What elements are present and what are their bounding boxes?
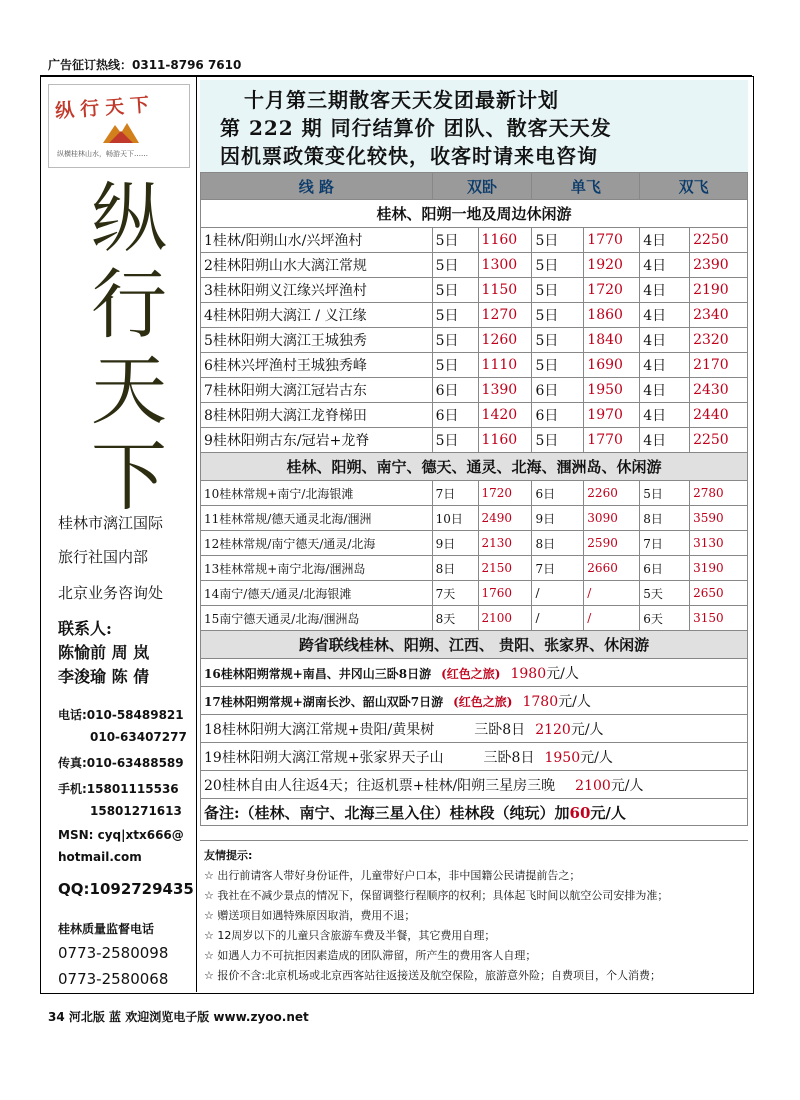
- route-name: 7桂林阳朔大漓江冠岩古东: [201, 378, 433, 403]
- remark-text: 备注:（桂林、南宁、北海三星入住）桂林段（纯玩）加: [204, 803, 570, 822]
- agency-line-2: 旅行社国内部: [58, 548, 149, 566]
- days-cell: 5日: [432, 303, 478, 328]
- price-cell: 2440: [690, 403, 748, 428]
- price-cell: 2190: [690, 278, 748, 303]
- table-row: [201, 378, 748, 403]
- price-cell: 1860: [584, 303, 640, 328]
- days-cell: 7日: [432, 481, 478, 506]
- price-cell: 2250: [690, 228, 748, 253]
- title-line-1: 十月第三期散客天天发团最新计划: [244, 88, 559, 112]
- price-cell: 2390: [690, 253, 748, 278]
- table-row: [201, 687, 748, 715]
- days-cell: 5日: [532, 353, 584, 378]
- price-cell: 1720: [584, 278, 640, 303]
- cross-tag: (红色之旅): [453, 694, 513, 709]
- msn-line: MSN: cyq|xtx666@: [58, 828, 184, 842]
- price-cell: 2130: [478, 531, 532, 556]
- route-name: 4桂林阳朔大漓江 / 义江缘: [201, 303, 433, 328]
- price-cell: 2100: [478, 606, 532, 631]
- header-double-flight: 双飞: [640, 173, 748, 200]
- cross-price: 2100: [575, 777, 611, 794]
- days-cell: 7日: [640, 531, 690, 556]
- table-row: [201, 428, 748, 453]
- price-cell: 2650: [690, 581, 748, 606]
- price-cell: 1110: [478, 353, 532, 378]
- days-cell: 5日: [432, 353, 478, 378]
- price-cell: 1260: [478, 328, 532, 353]
- price-cell: 2250: [690, 428, 748, 453]
- days-cell: 6天: [640, 606, 690, 631]
- logo: [48, 84, 190, 168]
- price-cell: 2590: [584, 531, 640, 556]
- table-row: [201, 506, 748, 531]
- price-cell: 3190: [690, 556, 748, 581]
- mobile-line-2: 15801271613: [90, 804, 182, 818]
- table-row: [201, 715, 748, 743]
- days-cell: 4日: [640, 403, 690, 428]
- cross-price: 2120: [535, 721, 571, 738]
- brand-char-2: 行: [91, 260, 167, 349]
- days-cell: 4日: [640, 228, 690, 253]
- header-double-sleeper: 双卧: [432, 173, 532, 200]
- days-cell: 5日: [432, 278, 478, 303]
- days-cell: 10日: [432, 506, 478, 531]
- days-cell: 5日: [532, 303, 584, 328]
- tip-line: ☆ 报价不含:北京机场或北京西客站往返接送及航空保险，旅游意外险；自费项目，个人消费；: [204, 969, 662, 982]
- title-line-3: 因机票政策变化较快，收客时请来电咨询: [220, 144, 598, 168]
- price-cell: 1270: [478, 303, 532, 328]
- days-cell: 4日: [640, 328, 690, 353]
- route-name: 10桂林常规+南宁/北海银滩: [201, 481, 433, 506]
- route-name: 5桂林阳朔大漓江王城独秀: [201, 328, 433, 353]
- days-cell: 5天: [640, 581, 690, 606]
- cross-route: 16桂林阳朔常规+南昌、井冈山三卧8日游: [204, 666, 432, 681]
- table-row: [201, 353, 748, 378]
- price-cell: /: [584, 581, 640, 606]
- days-cell: 5日: [532, 228, 584, 253]
- header-route: 线 路: [201, 173, 433, 200]
- column-divider: [196, 76, 197, 992]
- contact-names-2: 李浚瑜 陈 倩: [58, 667, 150, 686]
- agency-line-3: 北京业务咨询处: [58, 584, 164, 602]
- days-cell: 6日: [532, 378, 584, 403]
- price-cell: 1920: [584, 253, 640, 278]
- brand-char-1: 纵: [91, 174, 167, 263]
- cross-unit: 元/人: [558, 693, 591, 710]
- days-cell: 6日: [640, 556, 690, 581]
- qq-number: QQ:1092729435: [58, 880, 194, 898]
- table-row: [201, 403, 748, 428]
- cross-route: 18桂林阳朔大漓江常规+贵阳/黄果树: [204, 721, 435, 738]
- route-name: 3桂林阳朔义江缘兴坪渔村: [201, 278, 433, 303]
- price-table: [200, 172, 748, 826]
- price-cell: 1770: [584, 228, 640, 253]
- cross-unit: 元/人: [610, 777, 644, 794]
- route-name: 12桂林常规/南宁德天/通灵/北海: [201, 531, 433, 556]
- days-cell: 7天: [432, 581, 478, 606]
- price-cell: 2170: [690, 353, 748, 378]
- days-cell: 7日: [532, 556, 584, 581]
- days-cell: 6日: [532, 481, 584, 506]
- tip-line: ☆ 赠送项目如遇特殊原因取消，费用不退；: [204, 909, 416, 922]
- table-row: [201, 581, 748, 606]
- days-cell: 8天: [432, 606, 478, 631]
- price-cell: 3090: [584, 506, 640, 531]
- table-row: [201, 278, 748, 303]
- price-cell: 1150: [478, 278, 532, 303]
- cross-price: 1950: [544, 749, 581, 766]
- table-row: [201, 328, 748, 353]
- price-cell: 1950: [584, 378, 640, 403]
- price-cell: 1770: [584, 428, 640, 453]
- days-cell: 4日: [640, 353, 690, 378]
- days-cell: 6日: [432, 403, 478, 428]
- days-cell: /: [532, 581, 584, 606]
- quality-phone-1: 0773-2580098: [58, 944, 169, 962]
- section-header: 桂林、阳朔、南宁、德天、通灵、北海、涠洲岛、休闲游: [201, 453, 748, 481]
- table-row: [201, 659, 748, 687]
- section-header: 桂林、阳朔一地及周边休闲游: [201, 200, 748, 228]
- page-footer: 34 河北版 蓝 欢迎浏览电子版 www.zyoo.net: [48, 1010, 309, 1024]
- table-row: [201, 228, 748, 253]
- days-cell: 5日: [532, 328, 584, 353]
- days-cell: 4日: [640, 378, 690, 403]
- days-cell: 4日: [640, 303, 690, 328]
- price-cell: 3590: [690, 506, 748, 531]
- days-cell: /: [532, 606, 584, 631]
- days-cell: 4日: [640, 428, 690, 453]
- cross-unit: 元/人: [580, 749, 613, 766]
- price-cell: 3150: [690, 606, 748, 631]
- days-cell: 5日: [432, 428, 478, 453]
- mobile-line: 手机:15801115536: [58, 782, 179, 796]
- tip-line: ☆ 出行前请客人带好身份证件，儿童带好户口本，非中国籍公民请提前告之；: [204, 869, 581, 882]
- cross-tag: 三卧8日: [474, 721, 526, 738]
- route-name: 9桂林阳朔古东/冠岩+龙脊: [201, 428, 433, 453]
- days-cell: 8日: [432, 556, 478, 581]
- table-header: [201, 173, 748, 200]
- cross-tag: 三卧8日: [483, 749, 535, 766]
- table-row: [201, 771, 748, 799]
- price-cell: 2340: [690, 303, 748, 328]
- price-cell: 1390: [478, 378, 532, 403]
- days-cell: 9日: [532, 506, 584, 531]
- days-cell: 4日: [640, 278, 690, 303]
- price-cell: 1840: [584, 328, 640, 353]
- days-cell: 8日: [640, 506, 690, 531]
- tip-line: ☆ 12周岁以下的儿童只含旅游车费及半餐，其它费用自理；: [204, 929, 496, 942]
- section-header: 跨省联线桂林、阳朔、江西、 贵阳、张家界、休闲游: [201, 631, 748, 659]
- cross-tag: (红色之旅): [441, 666, 501, 681]
- price-cell: 2320: [690, 328, 748, 353]
- price-cell: 2430: [690, 378, 748, 403]
- title-line-2: 第 222 期 同行结算价 团队、散客天天发: [220, 116, 612, 140]
- price-cell: 1970: [584, 403, 640, 428]
- days-cell: 5日: [640, 481, 690, 506]
- title-block: [200, 80, 748, 172]
- agency-line-1: 桂林市漓江国际: [58, 514, 164, 532]
- route-name: 1桂林/阳朔山水/兴坪渔村: [201, 228, 433, 253]
- cross-route: 19桂林阳朔大漓江常规+张家界天子山: [204, 749, 444, 766]
- left-column: [48, 84, 194, 988]
- tips-box: [200, 840, 748, 989]
- price-cell: 1160: [478, 428, 532, 453]
- price-cell: 2150: [478, 556, 532, 581]
- brand-char-4: 下: [91, 432, 167, 521]
- logo-text: 纵行天下: [54, 93, 156, 123]
- price-cell: /: [584, 606, 640, 631]
- contact-names-1: 陈愉前 周 岚: [58, 643, 150, 662]
- price-cell: 1420: [478, 403, 532, 428]
- quality-phone-2: 0773-2580068: [58, 970, 169, 988]
- route-name: 6桂林兴坪渔村王城独秀峰: [201, 353, 433, 378]
- cross-unit: 元/人: [570, 721, 604, 738]
- price-cell: 2260: [584, 481, 640, 506]
- days-cell: 6日: [432, 378, 478, 403]
- ad-hotline: 广告征订热线：0311-8796 7610: [48, 58, 242, 72]
- phone-line: 电话:010-58489821: [58, 708, 184, 722]
- days-cell: 5日: [432, 253, 478, 278]
- cross-price: 1780: [522, 693, 559, 710]
- table-row: [201, 253, 748, 278]
- cross-route: 17桂林阳朔常规+湖南长沙、韶山双卧7日游: [204, 694, 444, 709]
- route-name: 8桂林阳朔大漓江龙脊梯田: [201, 403, 433, 428]
- table-row: [201, 531, 748, 556]
- cross-route: 20桂林自由人往返4天；往返机票+桂林/阳朔三星房三晚: [204, 777, 556, 794]
- price-cell: 1720: [478, 481, 532, 506]
- price-cell: 3130: [690, 531, 748, 556]
- remark-price: 60: [569, 803, 591, 822]
- remark-unit: 元/人: [590, 803, 626, 822]
- table-row: [201, 556, 748, 581]
- brand-char-3: 天: [91, 346, 167, 435]
- quality-label: 桂林质量监督电话: [58, 922, 155, 936]
- price-cell: 2780: [690, 481, 748, 506]
- days-cell: 9日: [432, 531, 478, 556]
- tips-title: 友情提示:: [204, 849, 253, 862]
- cross-price: 1980: [510, 665, 547, 682]
- price-cell: 1160: [478, 228, 532, 253]
- logo-tagline: 纵横桂林山水，畅游天下……: [57, 150, 148, 158]
- days-cell: 5日: [532, 278, 584, 303]
- table-row: [201, 481, 748, 506]
- route-name: 2桂林阳朔山水大漓江常规: [201, 253, 433, 278]
- contacts-label: 联系人:: [58, 619, 112, 638]
- days-cell: 5日: [432, 228, 478, 253]
- route-name: 14南宁/德天/通灵/北海银滩: [201, 581, 433, 606]
- days-cell: 6日: [532, 403, 584, 428]
- fax-line: 传真:010-63488589: [58, 756, 184, 770]
- price-cell: 1300: [478, 253, 532, 278]
- route-name: 13桂林常规+南宁北海/涠洲岛: [201, 556, 433, 581]
- days-cell: 5日: [532, 253, 584, 278]
- table-row: [201, 606, 748, 631]
- days-cell: 4日: [640, 253, 690, 278]
- days-cell: 5日: [532, 428, 584, 453]
- cross-unit: 元/人: [546, 665, 579, 682]
- phone-line-2: 010-63407277: [90, 730, 187, 744]
- days-cell: 8日: [532, 531, 584, 556]
- days-cell: 5日: [432, 328, 478, 353]
- route-name: 15南宁德天通灵/北海/涠洲岛: [201, 606, 433, 631]
- route-name: 11桂林常规/德天通灵北海/涠洲: [201, 506, 433, 531]
- table-row: [201, 303, 748, 328]
- table-row: [201, 743, 748, 771]
- price-cell: 2660: [584, 556, 640, 581]
- msn-domain: hotmail.com: [58, 850, 142, 864]
- tip-line: ☆ 如遇人力不可抗拒因素造成的团队滞留，所产生的费用客人自理；: [204, 949, 537, 962]
- mountain-icon: [101, 119, 141, 145]
- price-cell: 2490: [478, 506, 532, 531]
- price-cell: 1690: [584, 353, 640, 378]
- tip-line: ☆ 我社在不减少景点的情况下，保留调整行程顺序的权利；具体起飞时间以航空公司安排为准；: [204, 889, 669, 902]
- price-cell: 1760: [478, 581, 532, 606]
- remark-row: [201, 799, 748, 826]
- header-single-flight: 单飞: [532, 173, 640, 200]
